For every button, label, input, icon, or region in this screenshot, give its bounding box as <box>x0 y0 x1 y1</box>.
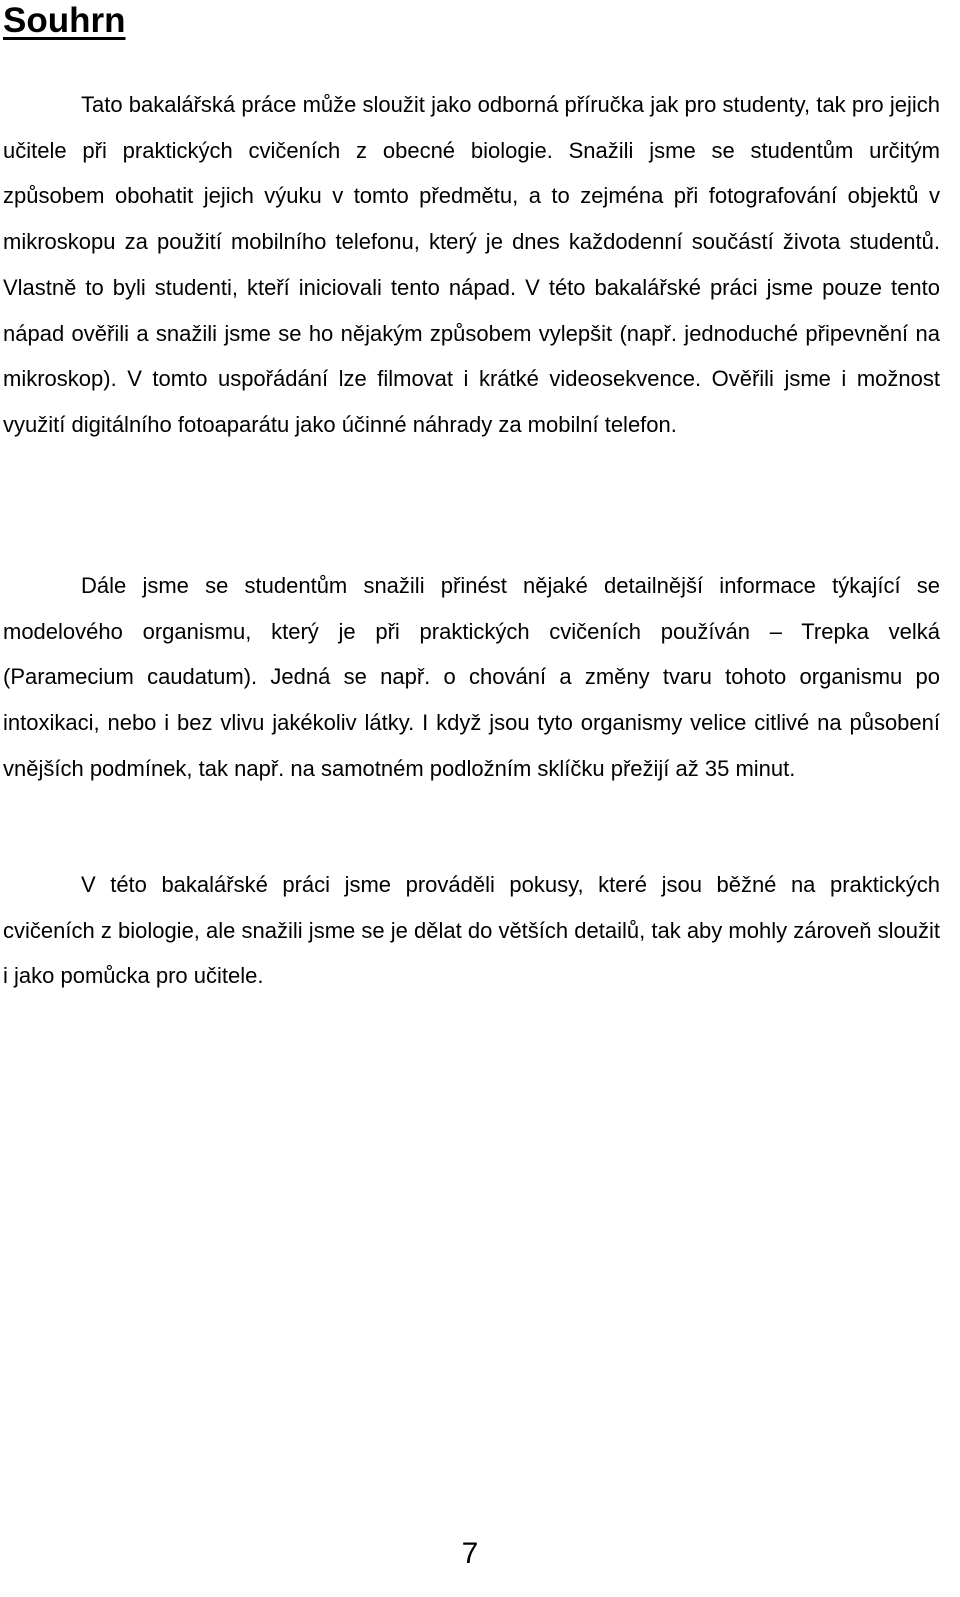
paragraph-summary-2: Dále jsme se studentům snažili přinést nějaké detailnější informace týkající se modelového organismu, který je při praktických cvičeních používán – Trepka velká (Paramecium caudatum). Jedná se např. o chování a změny tvaru tohoto organismu po intoxikaci, nebo i bez vlivu jakékoliv látky. I když jsou tyto organismy velice citlivé na působení vnějších podmínek, tak např. na samotném podložním sklíčku přežijí až 35 minut. <box>3 573 940 781</box>
page-title: Souhrn <box>3 1 126 40</box>
paragraph-summary-1: Tato bakalářská práce může sloužit jako odborná příručka jak pro studenty, tak pro jejich učitele při praktických cvičeních z obecné biologie. Snažili jsme se studentům určitým způsobem obohatit jejich výuku v tomto předmětu, a to zejména při fotografování objektů v mikroskopu za použití mobilního telefonu, který je dnes každodenní součástí života studentů. Vlastně to byli studenti, kteří iniciovali tento nápad. V této bakalářské práci jsme pouze tento nápad ověřili a snažili jsme se ho nějakým způsobem vylepšit (např. jednoduché připevnění na mikroskop). V tomto uspořádání lze filmovat i krátké videosekvence. Ověřili jsme i možnost využití digitálního fotoaparátu jako účinné náhrady za mobilní telefon. <box>3 92 940 437</box>
paragraph-summary-3: V této bakalářské práci jsme prováděli pokusy, které jsou běžné na praktických cvičeních z biologie, ale snažili jsme se je dělat do větších detailů, tak aby mohly zároveň sloužit i jako pomůcka pro učitele. <box>3 872 940 989</box>
page-number: 7 <box>461 1537 479 1570</box>
